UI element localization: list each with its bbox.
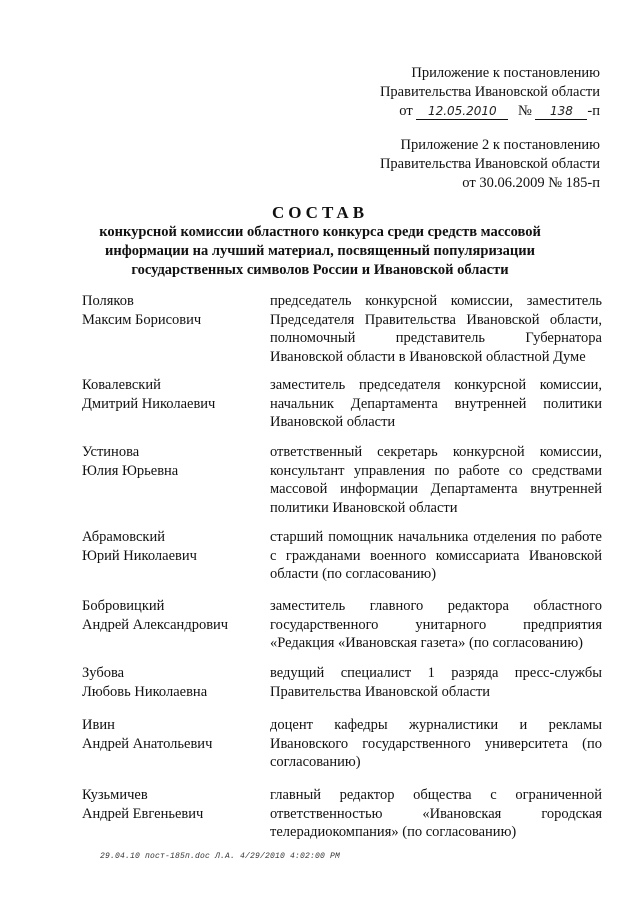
- handwritten-date: 12.05.2010: [416, 104, 508, 120]
- member-given-name: Максим Борисович: [82, 311, 202, 328]
- appendix-previous: [380, 136, 600, 193]
- member-role: старший помощник начальника отделения по работе с гражданами военного комиссариата Ивановской области (по согласованию): [270, 529, 602, 582]
- appendix-current-line2: Правительства Ивановской области: [379, 84, 600, 100]
- member-name: [82, 597, 262, 634]
- document-subtitle: конкурсной комиссии областного конкурса среди средств массовой информации на лучший материал, посвященный популяризации государственных символов России и Ивановской области: [99, 224, 541, 278]
- member-given-name: Дмитрий Николаевич: [82, 395, 216, 412]
- member-name: [82, 786, 262, 823]
- document-title: СОСТАВ: [271, 203, 369, 222]
- member-given-name: Андрей Евгеньевич: [82, 805, 204, 822]
- member-given-name: Юлия Юрьевна: [82, 462, 179, 479]
- appendix-previous-line3: от 30.06.2009 № 185-п: [462, 175, 600, 191]
- member-given-name: Юрий Николаевич: [82, 547, 197, 564]
- member-given-name: Андрей Александрович: [82, 616, 229, 633]
- member-surname: Устинова: [82, 444, 140, 460]
- member-given-name: Андрей Анатольевич: [82, 735, 213, 752]
- member-name: [82, 716, 262, 753]
- member-role: ответственный секретарь конкурсной комиссии, консультант управления по работе со средствами массовой информации Департамента внутренней политики Ивановской области: [270, 444, 602, 516]
- member-name: [82, 376, 262, 413]
- appendix-previous-line2: Правительства Ивановской области: [379, 156, 600, 172]
- handwritten-number: 138: [535, 104, 587, 120]
- member-surname: Ковалевский: [82, 377, 161, 393]
- member-role: доцент кафедры журналистики и рекламы Ивановского государственного университета (по согласованию): [270, 717, 602, 770]
- appendix-current-line3: [380, 102, 600, 121]
- member-role: председатель конкурсной комиссии, заместитель Председателя Правительства Ивановской области, полномочный представитель Губернатора Ивановской области в Ивановской областной Думе: [270, 293, 602, 365]
- member-surname: Бобровицкий: [82, 598, 165, 614]
- member-given-name: Любовь Николаевна: [82, 683, 208, 700]
- appendix-current: [380, 64, 600, 121]
- file-footer: 29.04.10 пост-185п.doc Л.А. 4/29/2010 4:02:00 PM: [100, 852, 341, 861]
- member-role: ведущий специалист 1 разряда пресс-службы Правительства Ивановской области: [270, 665, 602, 700]
- member-name: [82, 528, 262, 565]
- member-role: заместитель главного редактора областного государственного унитарного предприятия «Редакция «Ивановская газета» (по согласованию): [270, 598, 602, 651]
- member-name: [82, 443, 262, 480]
- member-name: [82, 664, 262, 701]
- date-prefix: от: [399, 103, 413, 119]
- member-surname: Абрамовский: [82, 529, 165, 545]
- member-role: заместитель председателя конкурсной комиссии, начальник Департамента внутренней политики Ивановской области: [270, 377, 602, 430]
- member-surname: Зубова: [82, 665, 125, 681]
- member-role: главный редактор общества с ограниченной ответственностью «Ивановская городская телерадиокомпания» (по согласованию): [270, 787, 602, 840]
- appendix-previous-line1: Приложение 2 к постановлению: [400, 137, 600, 153]
- member-surname: Ивин: [82, 717, 115, 733]
- number-prefix: №: [517, 103, 532, 119]
- member-surname: Кузьмичев: [82, 787, 148, 803]
- member-surname: Поляков: [82, 293, 134, 309]
- number-suffix: -п: [587, 103, 600, 119]
- appendix-current-line1: Приложение к постановлению: [411, 65, 600, 81]
- member-name: [82, 292, 262, 329]
